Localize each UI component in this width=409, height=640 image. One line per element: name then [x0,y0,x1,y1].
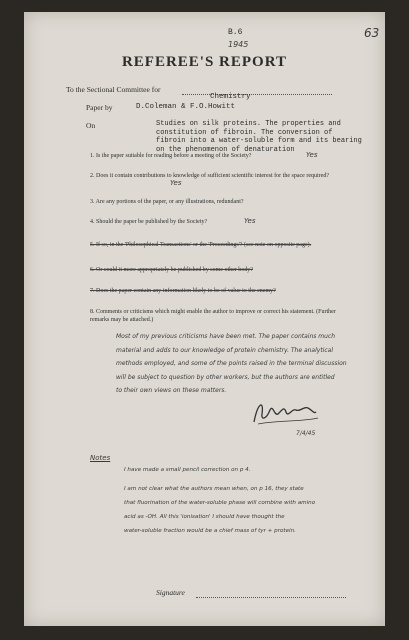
paper-by-label: Paper by [86,103,113,112]
comment-line: methods employed, and some of the points raised in the terminal discussion [116,360,347,367]
signature-date: 7/4/45 [296,430,316,437]
note-line: I am not clear what the authors mean when, on p 16, they state [124,486,304,492]
question-5 [90,241,350,249]
paper-title-line: Studies on silk proteins. The properties and [156,120,341,128]
note-line: water-soluble fraction would be a chief mass of tyr + protein. [124,528,296,534]
question-6-text: 6. Or could it more appropriately be published by some other body? [90,267,253,273]
committee-value: Chemistry [210,93,251,101]
question-3: 3. Are any portions of the paper, or any illustrations, redundant? [90,199,244,205]
paper-title-line: constitution of fibroin. The conversion of [156,128,333,137]
signature-label-text: Signature [156,588,185,597]
note-line: that fluorination of the water-soluble phase will combine with amino [124,500,316,506]
comment-line: to their own views on these matters. [116,387,227,394]
notes-text [124,463,380,538]
question-7-text: 7. Does the paper contain any information likely to be of value to the enemy? [90,288,276,294]
comment-line: will be subject to question by other workers, but the authors are entitled [116,373,335,381]
note-line: I have made a small pencil correction on p 4. [124,467,251,473]
paper-authors: D.Coleman & F.O.Howitt [136,103,236,111]
comment-line: Most of my previous criticisms have been met. The paper contains much [116,333,336,340]
question-5-text: 5. If so, in the 'Philosophical Transactions' or the 'Proceedings'? (see note on opposite page). [90,242,312,248]
question-7 [90,287,350,295]
referee-signature [250,396,320,428]
question-8: 8. Comments or criticisms which might enable the author to improve or correct his statement. (Further remarks may be attached.) [90,309,336,323]
report-title: REFEREE'S REPORT [121,54,288,70]
paper-title-line: on the phenomenon of denaturation [156,145,295,154]
question-1: 1. Is the paper suitable for reading before a meeting of the Society? [90,153,252,159]
notes-label: Notes [90,454,111,462]
signature-line [196,588,346,598]
note-line: acid as -OH. All this 'ionisation' I should have thought the [124,514,285,520]
answer-2: Yes [170,179,182,187]
committee-field [182,85,332,101]
answer-1: Yes [306,151,318,159]
question-2: 2. Does it contain contributions to knowledge of sufficient scientific interest for the space required? [90,173,329,179]
question-6 [90,266,330,274]
question-4: 4. Should the paper be published by the Society? [90,219,208,225]
committee-label: To the Sectional Committee for [66,85,161,94]
reference-year: 1945 [228,40,249,49]
reference-code: B.6 [228,28,243,37]
answer-4: Yes [244,217,256,225]
paper-title-line: fibroin into a water-soluble form and its bearing [156,137,362,145]
comment-line: material and adds to our knowledge of protein chemistry. The analytical [116,346,333,354]
archive-number: 63 [364,26,380,40]
referee-comments [116,330,378,398]
report-sheet [24,12,385,626]
on-label: On [86,121,96,130]
signature-label [156,588,185,597]
paper-title [156,120,382,154]
